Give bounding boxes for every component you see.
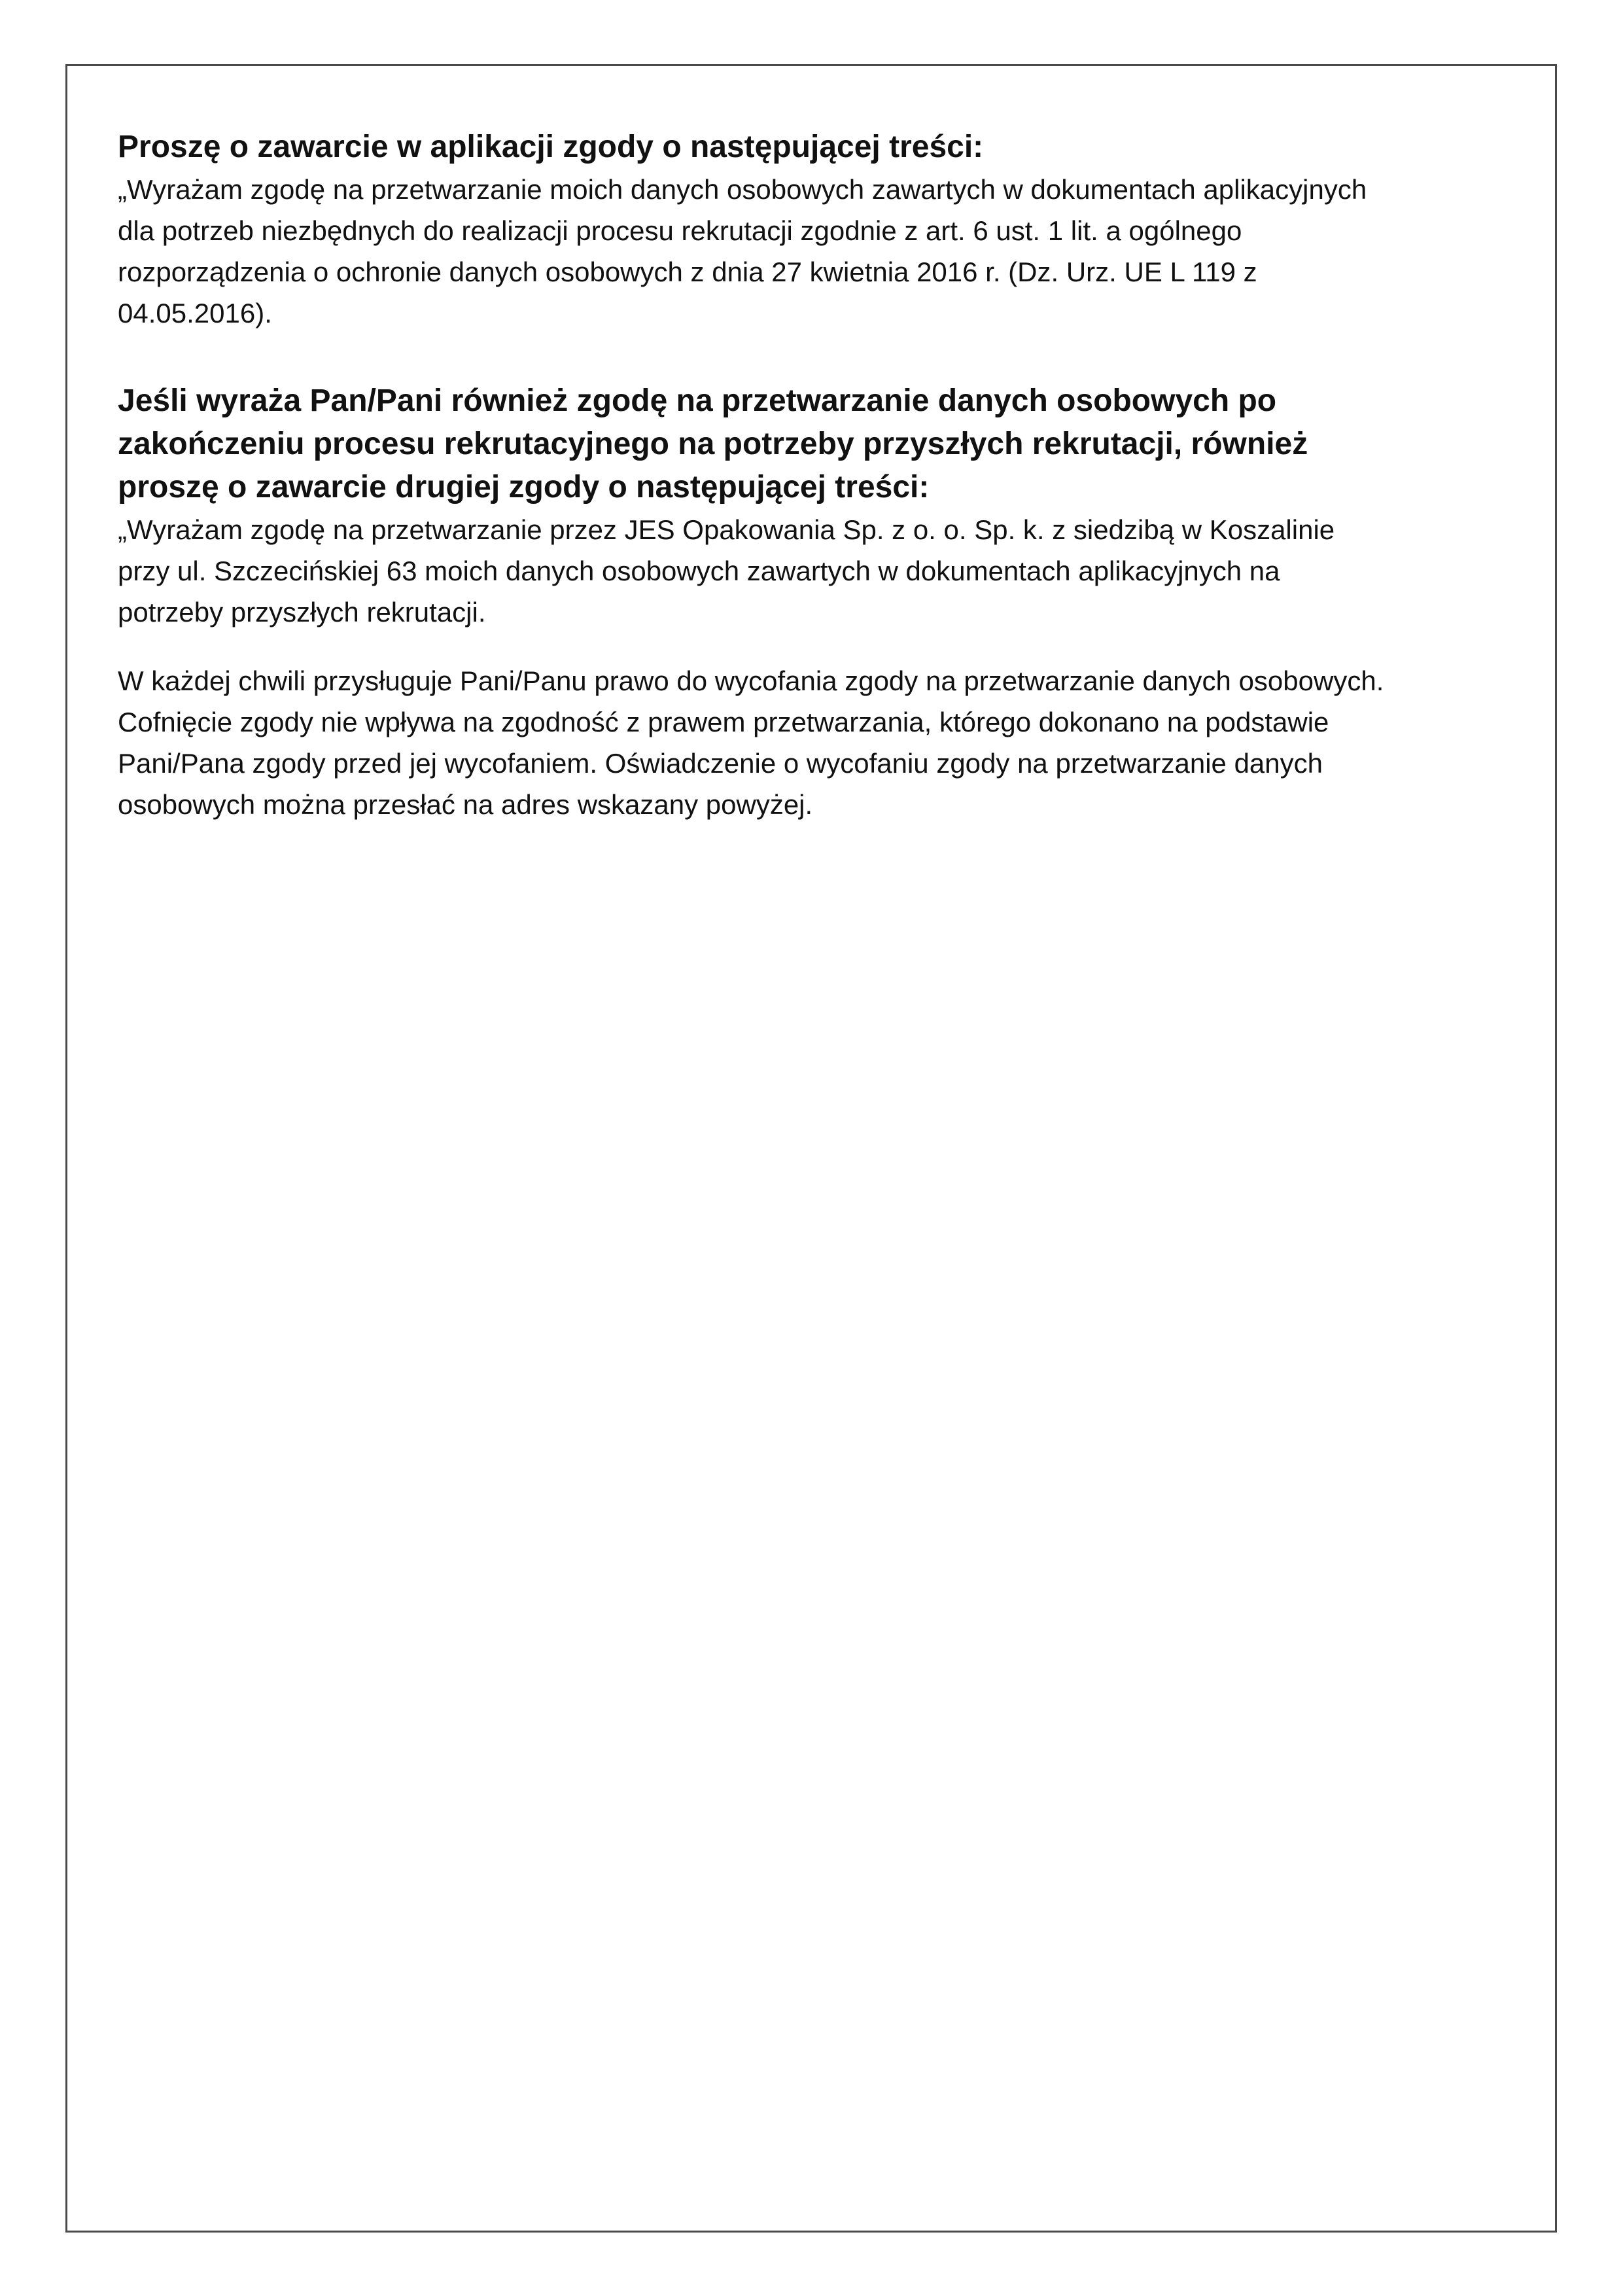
consent-heading: Proszę o zawarcie w aplikacji zgody o następującej treści:: [118, 130, 984, 164]
future-recruitment-text: „Wyrażam zgodę na przetwarzanie przez JES Opakowania Sp. z o. o. Sp. k. z siedzibą w Koszalinie przy ul. Szczecińskiej 63 moich danych osobowych zawartych w dokumentach aplikacyjnych na potrzeby przyszłych rekrutacji.: [118, 514, 1335, 627]
withdrawal-info-text: W każdej chwili przysługuje Pani/Panu prawo do wycofania zgody na przetwarzanie danych osobowych. Cofnięcie zgody nie wpływa na zgodność z prawem przetwarzania, którego dokonano na podstawie Pani/Pana zgody przed jej wycofaniem. Oświadczenie o wycofaniu zgody na przetwarzanie danych osobowych można przesłać na adres wskazany powyżej.: [118, 665, 1384, 820]
section-spacer: [118, 633, 1511, 660]
future-recruitment-heading: Jeśli wyraża Pan/Pani również zgodę na przetwarzanie danych osobowych po zakończeniu procesu rekrutacyjnego na potrzeby przyszłych rekrutacji, również proszę o zawarcie drugiej zgody o następującej treści:: [118, 383, 1308, 504]
consent-text: „Wyrażam zgodę na przetwarzanie moich danych osobowych zawartych w dokumentach aplikacyjnych dla potrzeb niezbędnych do realizacji procesu rekrutacji zgodnie z art. 6 ust. 1 lit. a ogólnego rozporządzenia o ochronie danych osobowych z dnia 27 kwietnia 2016 r. (Dz. Urz. UE L 119 z 04.05.2016).: [118, 174, 1367, 328]
section-spacer: [118, 334, 1511, 380]
document-body: [118, 126, 1511, 825]
